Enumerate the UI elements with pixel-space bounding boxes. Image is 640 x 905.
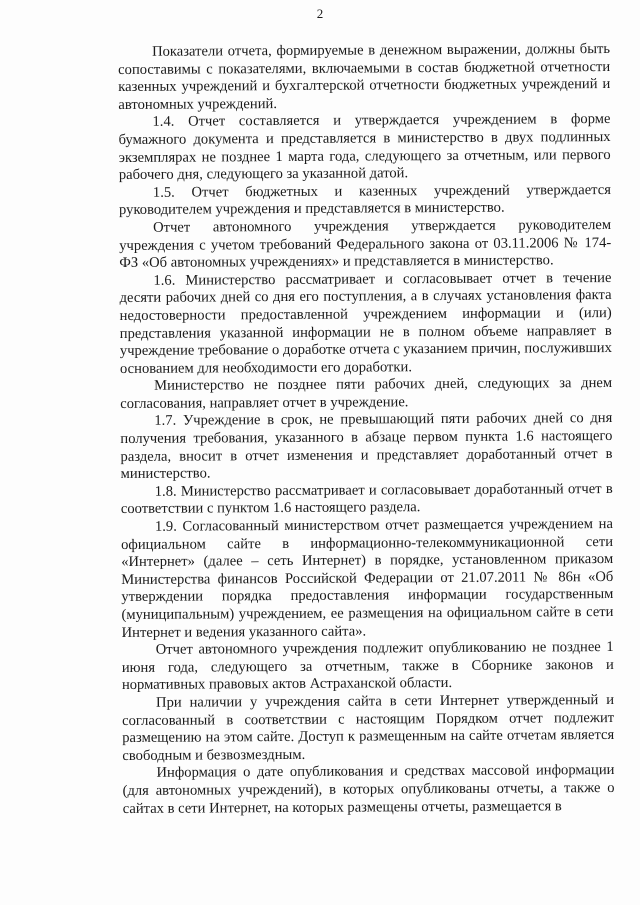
paragraph-1-9: 1.9. Согласованный министерством отчет размещается учреждением на официальном сайте в информационно-телекоммуникационной сети «Интернет» (далее – сеть Интернет) в порядке, установленном приказом Министерства финансов Российской Федерации от 21.07.2011 № 86н «Об утверждении порядка предоставления информации государственным (муниципальным) учреждением, ее размещения на официальном сайте в сети Интернет и ведения указанного сайта». bbox=[121, 516, 614, 641]
paragraph-indicators: Показатели отчета, формируемые в денежном выражении, должны быть сопоставимы с показателями, включаемыми в состав бюджетной отчетности казенных учреждений и бухгалтерской отчетности бюджетных учреждений и автономных учреждений. bbox=[118, 40, 611, 113]
paragraph-publication: Отчет автономного учреждения подлежит опубликованию не позднее 1 июня года, следующего за отчетным, также в Сборнике законов и нормативных правовых актов Астраханской области. bbox=[121, 639, 614, 694]
paragraph-1-7: 1.7. Учреждение в срок, не превышающий пяти рабочих дней со дня получения требования, указанного в абзаце первом пункта 1.6 настоящего раздела, вносит в отчет изменения и представляет доработанный отчет в министерство. bbox=[120, 410, 613, 483]
document-body bbox=[118, 41, 615, 818]
paragraph-autonomous-report: Отчет автономного учреждения утверждается руководителем учреждения с учетом требований Федерального закона от 03.11.2006 № 174-ФЗ «Об автономных учреждениях» и представляется в министерство. bbox=[119, 216, 612, 272]
paragraph-ministry-sends: Министерство не позднее пяти рабочих дней, следующих за днем согласования, направляет отчет в учреждение. bbox=[120, 375, 613, 412]
page-number: 2 bbox=[316, 6, 324, 21]
paragraph-1-4: 1.4. Отчет составляется и утверждается учреждением в форме бумажного документа и представляется в министерство в двух подлинных экземплярах не позднее 1 марта года, следующего за отчетным, или первого рабочего дня, следующего за указанной датой. bbox=[118, 111, 611, 184]
paragraph-1-6: 1.6. Министерство рассматривает и согласовывает отчет в течение десяти рабочих дней со дня его поступления, а в случаях установления факта недостоверности предоставленной учреждением информации и (или) представления указанной информации не в полном объеме направляет в учреждение требование о доработке отчета с указанием причин, послуживших основанием для необходимости его доработки. bbox=[119, 269, 612, 377]
paragraph-website: При наличии у учреждения сайта в сети Интернет утвержденный и согласованный в соответствии с настоящим Порядком отчет подлежит размещению на этом сайте. Доступ к размещенным на сайте отчетам является свободным и безвозмездным. bbox=[122, 691, 615, 764]
paragraph-media-info: Информация о дате опубликования и средствах массовой информации (для автономных учреждений), в которых опубликованы отчеты, а также о сайтах в сети Интернет, на которых размещены отчеты, размещается в bbox=[122, 762, 615, 817]
paragraph-1-8: 1.8. Министерство рассматривает и согласовывает доработанный отчет в соответствии с пунктом 1.6 настоящего раздела. bbox=[120, 480, 613, 518]
paragraph-1-5: 1.5. Отчет бюджетных и казенных учреждений утверждается руководителем учреждения и представляется в министерство. bbox=[118, 181, 611, 219]
